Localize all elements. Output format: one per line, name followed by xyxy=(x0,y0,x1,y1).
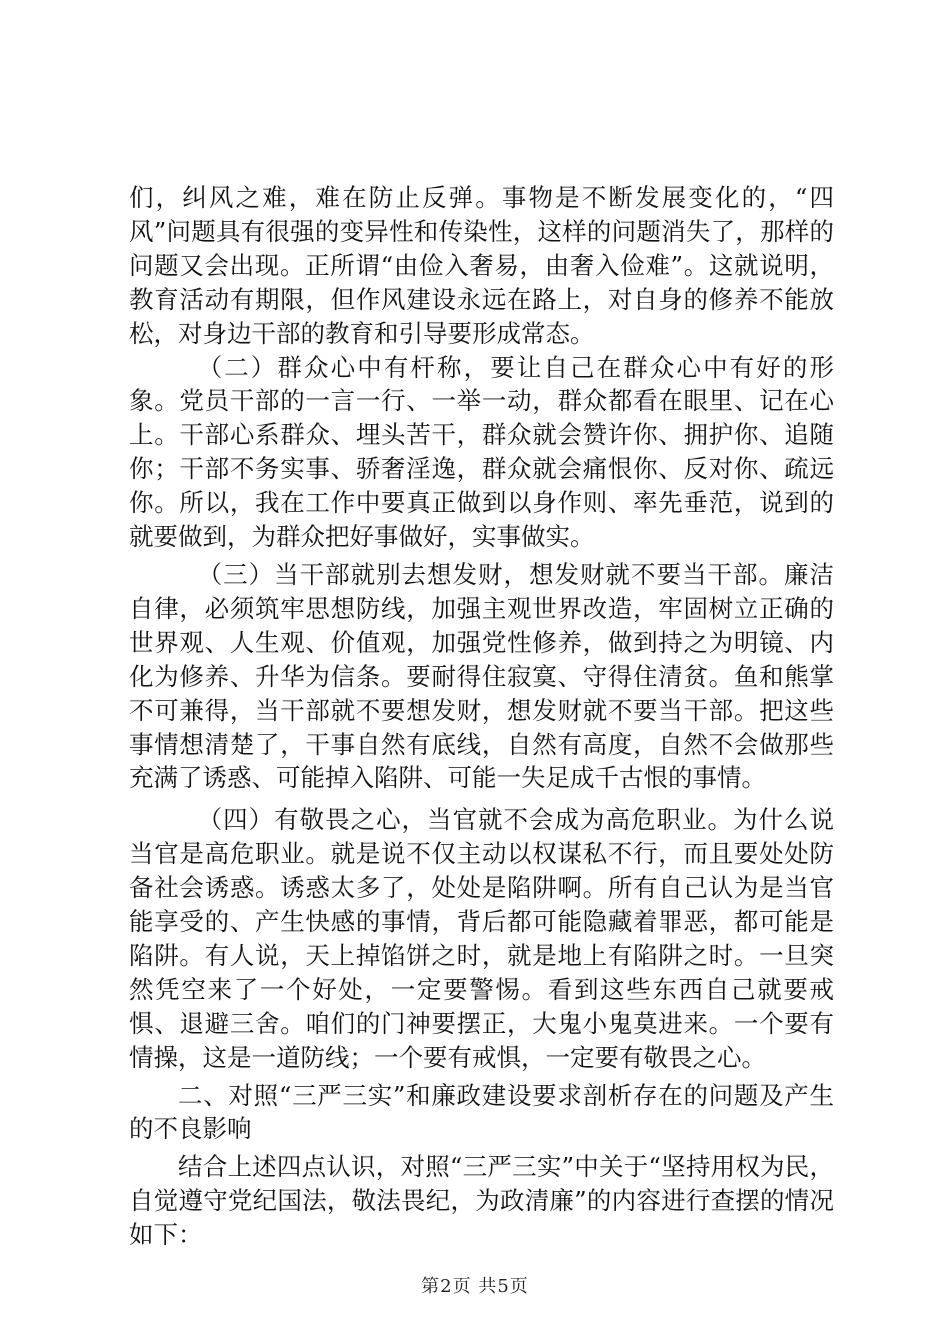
paragraph-section-2: （二）群众心中有杆称，要让自己在群众心中有好的形象。党员干部的一言一行、一举一动，群众都看在眼里、记在心上。干部心系群众、埋头苦干，群众就会赞许你、拥护你、追随你；干部不务实事、骄奢淫逸，群众就会痛恨你、反对你、疏远你。所以，我在工作中要真正做到以身作则、率先垂范，说到的就要做到，为群众把好事做好，实事做实。 xyxy=(129,352,834,552)
paragraph-section-3: （三）当干部就别去想发财，想发财就不要当干部。廉洁自律，必须筑牢思想防线，加强主观世界改造，牢固树立正确的世界观、人生观、价值观，加强党性修养，做到持之为明镜、内化为修养、升华为信条。要耐得住寂寞、守得住清贫。鱼和熊掌不可兼得，当干部就不要想发财，想发财就不要当干部。把这些事情想清楚了，干事自然有底线，自然有高度，自然不会做那些充满了诱惑、可能掉入陷阱、可能一失足成千古恨的事情。 xyxy=(129,559,834,793)
paragraph-review-intro: 结合上述四点认识，对照“三严三实”中关于“坚持用权为民，自觉遵守党纪国法，敬法畏纪，为政清廉”的内容进行查摆的情况如下： xyxy=(129,1152,834,1250)
paragraph-section-4: （四）有敬畏之心，当官就不会成为高危职业。为什么说当官是高危职业。就是说不仅主动以权谋私不行，而且要处处防备社会诱惑。诱惑太多了，处处是陷阱啊。所有自己认为是当官能享受的、产生快感的事情，背后都可能隐藏着罪恶，都可能是陷阱。有人说，天上掉馅饼之时，就是地上有陷阱之时。一旦突然凭空来了一个好处，一定要警惕。看到这些东西自己就要戒惧、退避三舍。咱们的门神要摆正，大鬼小鬼莫进来。一个要有情操，这是一道防线；一个要有戒惧，一定要有敬畏之心。 xyxy=(129,805,834,1072)
paragraph-continuation: 们，纠风之难，难在防止反弹。事物是不断发展变化的，“四风”问题具有很强的变异性和传染性，这样的问题消失了，那样的问题又会出现。正所谓“由俭入奢易，由奢入俭难”。这就说明，教育活动有期限，但作风建设永远在路上，对自身的修养不能放松，对身边干部的教育和引导要形成常态。 xyxy=(129,183,834,348)
section-heading-two: 二、对照“三严三实”和廉政建设要求剖析存在的问题及产生的不良影响 xyxy=(129,1080,834,1144)
document-body xyxy=(129,181,834,1252)
page-footer: 第2页 共5页 xyxy=(421,1276,529,1297)
